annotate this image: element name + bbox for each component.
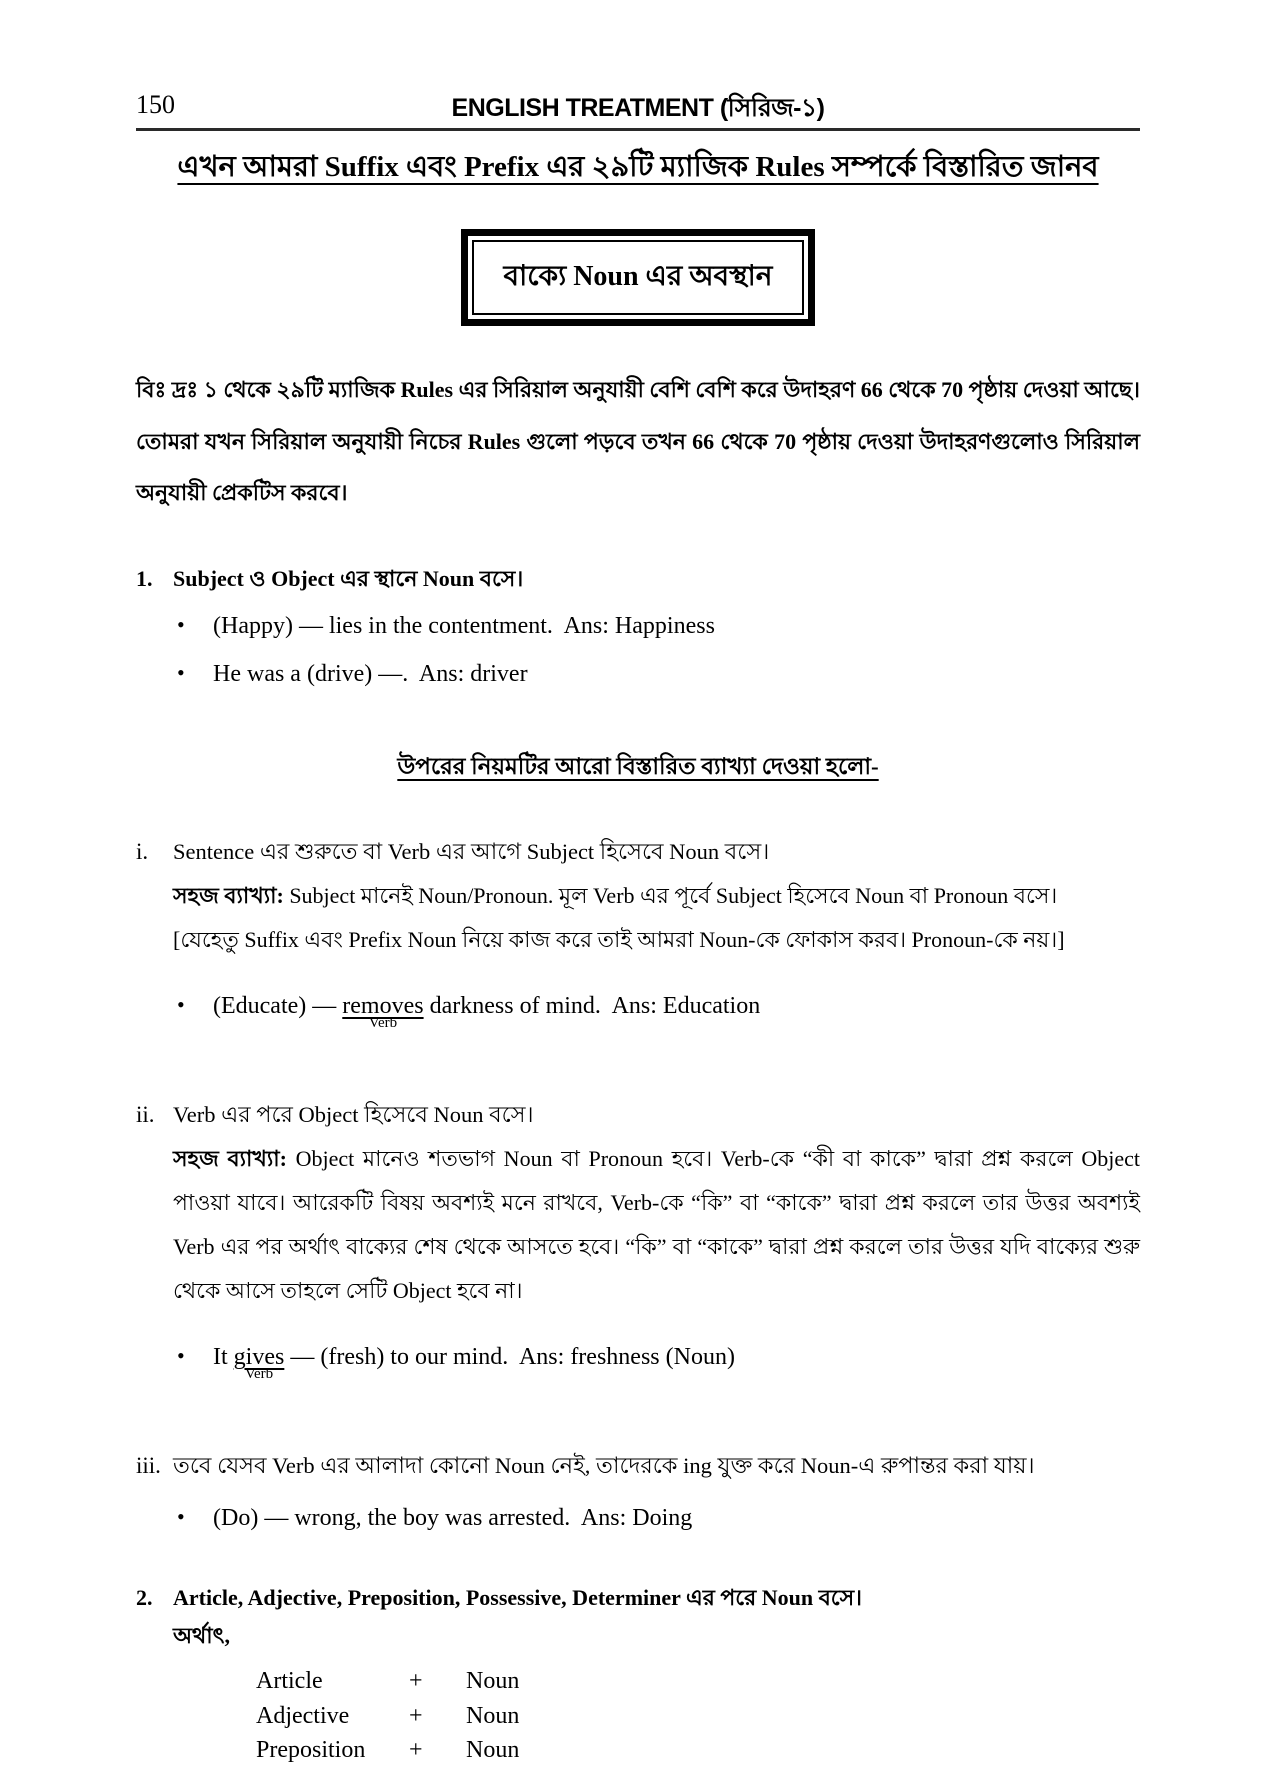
underlined-word: removes (342, 993, 424, 1020)
combo-left: Adjective (256, 1702, 350, 1729)
point-i-title: Sentence এর শুরুতে বা Verb এর আগে Subject হিসেবে Noun বসে। (173, 839, 770, 865)
point-iii-number: iii. (136, 1453, 161, 1479)
explanation-text: Subject মানেই Noun/Pronoun. মূল Verb এর পূর্বে Subject হিসেবে Noun বা Pronoun বসে। (283, 883, 1058, 909)
rule-2-number: 2. (136, 1585, 153, 1611)
example-text: (Happy) — lies in the contentment. Ans: Happiness (213, 613, 715, 640)
rule-1-number: 1. (136, 566, 153, 592)
main-title: এখন আমরা Suffix এবং Prefix এর ২৯টি ম্যাজিক Rules সম্পর্কে বিস্তারিত জানব (177, 151, 1099, 183)
point-ii (136, 1092, 1140, 1401)
explanation-label: সহজ ব্যাখ্যা: (173, 883, 284, 909)
underlined-word: gives (233, 1344, 285, 1371)
example-text (213, 988, 761, 1032)
point-ii-examples (173, 1339, 1140, 1383)
plus-operator: + (409, 1736, 423, 1763)
list-item (173, 656, 715, 692)
bullet-icon: • (177, 1504, 185, 1530)
page-number: 150 (136, 90, 175, 119)
list-item (173, 1339, 1140, 1383)
point-ii-number: ii. (136, 1102, 155, 1128)
point-iii (136, 1443, 1140, 1536)
annotated-word (233, 1339, 285, 1383)
bullet-icon: • (177, 992, 185, 1018)
note-paragraph: বিঃ দ্রঃ ১ থেকে ২৯টি ম্যাজিক Rules এর সিরিয়াল অনুযায়ী বেশি বেশি করে উদাহরণ 66 থেকে 70 পৃষ্ঠায় দেওয়া আছে। তোমরা যখন সিরিয়াল অনুযায়ী নিচের Rules গুলো পড়বে তখন 66 থেকে 70 পৃষ্ঠায় দেওয়া উদাহরণগুলোও সিরিয়াল অনুযায়ী প্রেকটিস করবে। (136, 377, 1140, 506)
plus-operator: + (409, 1668, 423, 1695)
plus-operator: + (409, 1702, 423, 1729)
list-item (173, 1500, 1140, 1536)
example-post: — (fresh) to our mind. Ans: freshness (Noun) (284, 1344, 735, 1371)
example-pre: (Educate) — (213, 993, 343, 1020)
rule-1 (136, 561, 1140, 692)
bullet-icon: • (177, 1343, 185, 1369)
point-ii-title: Verb এর পরে Object হিসেবে Noun বসে। (173, 1102, 534, 1128)
example-text: (Do) — wrong, the boy was arrested. Ans: Doing (213, 1505, 693, 1532)
running-head-title: ENGLISH TREATMENT (সিরিজ-১) (451, 94, 825, 122)
combo-right: Noun (466, 1736, 520, 1763)
combo-left: Article (256, 1668, 323, 1695)
boxed-heading: বাক্যে Noun এর অবস্থান (472, 240, 805, 315)
point-i-explanation (173, 874, 1140, 918)
combo-left: Preposition (256, 1736, 366, 1763)
annotated-word (342, 988, 424, 1032)
rule-1-examples (173, 608, 715, 692)
rule-2-title: Article, Adjective, Preposition, Possessive, Determiner এর পরে Noun বসে। (173, 1585, 863, 1611)
rule-2-subtitle: অর্থাৎ, (173, 1623, 230, 1649)
explanation-label: সহজ ব্যাখ্যা: (173, 1146, 287, 1172)
point-i-bracket-note: [যেহেতু Suffix এবং Prefix Noun নিয়ে কাজ করে তাই আমরা Noun-কে ফোকাস করব। Pronoun-কে নয়।] (173, 927, 1065, 953)
verb-annotation: Verb (368, 1015, 398, 1032)
point-ii-explanation (173, 1137, 1140, 1313)
list-item (173, 608, 715, 644)
point-iii-title: তবে যেসব Verb এর আলাদা কোনো Noun নেই, তাদেরকে ing যুক্ত করে Noun-এ রুপান্তর করা যায়। (173, 1453, 1035, 1479)
combination-table (256, 1664, 862, 1766)
point-i (136, 829, 1140, 1050)
example-text: He was a (drive) —. Ans: driver (213, 661, 528, 688)
combo-right: Noun (466, 1668, 520, 1695)
point-i-examples (173, 988, 1140, 1032)
boxed-heading-wrap (136, 229, 1140, 326)
bullet-icon: • (177, 660, 185, 686)
table-row (256, 1733, 862, 1767)
explanation-text: Object মানেও শতভাগ Noun বা Pronoun হবে। Verb-কে “কী বা কাকে” দ্বারা প্রশ্ন করলে Object পাওয়া যাবে। আরেকটি বিষয় অবশ্যই মনে রাখবে, Verb-কে “কি” বা “কাকে” দ্বারা প্রশ্ন করলে তার উত্তর অবশ্যই Verb এর পর অর্থাৎ বাক্যের শেষ থেকে আসতে হবে। “কি” বা “কাকে” দ্বারা প্রশ্ন করলে তার উত্তর যদি বাক্যের শুরু থেকে আসে তাহলে সেটি Object হবে না। (173, 1146, 1141, 1304)
example-pre: It (213, 1344, 234, 1371)
verb-annotation: Verb (244, 1366, 274, 1383)
explanation-heading: উপরের নিয়মটির আরো বিস্তারিত ব্যাখ্যা দেওয়া হলো- (397, 754, 879, 780)
boxed-heading-outer-border (461, 229, 816, 326)
table-row (256, 1664, 862, 1698)
rule-2 (136, 1580, 1140, 1766)
rule-1-title: Subject ও Object এর স্থানে Noun বসে। (173, 566, 524, 592)
page-header (136, 88, 1140, 124)
point-i-number: i. (136, 839, 149, 865)
example-post: darkness of mind. Ans: Education (423, 993, 761, 1020)
combo-right: Noun (466, 1702, 520, 1729)
example-text (213, 1339, 735, 1383)
list-item (173, 988, 1140, 1032)
table-row (256, 1699, 862, 1733)
point-iii-examples (173, 1500, 1140, 1536)
bullet-icon: • (177, 612, 185, 638)
